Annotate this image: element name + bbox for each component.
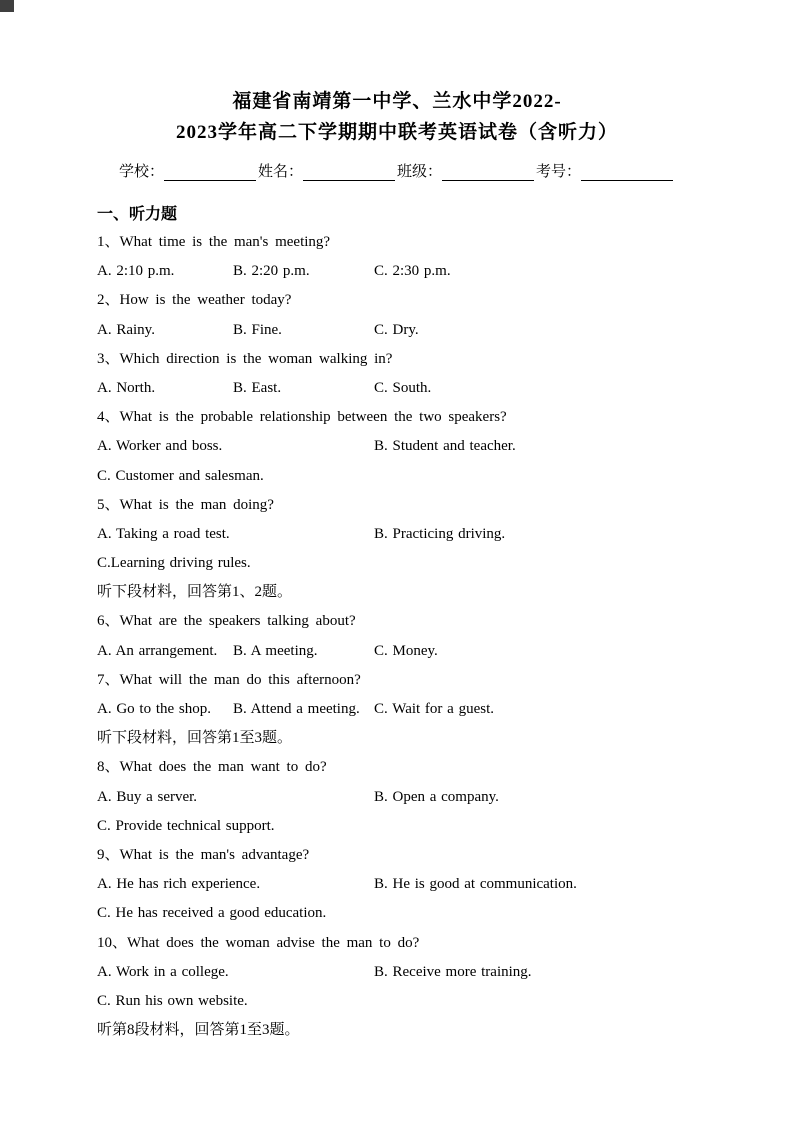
class-label: 班级： <box>397 164 443 180</box>
question-text: 5、What is the man doing? <box>97 496 274 513</box>
options-line <box>97 783 737 812</box>
option-text: A. Buy a server. <box>97 788 198 805</box>
option-text: C. Dry. <box>374 321 419 338</box>
options-line <box>97 316 737 345</box>
corner-mark <box>0 0 14 12</box>
option-text: A. Go to the shop. <box>97 701 211 717</box>
question-line <box>97 841 737 870</box>
option-text: A. Rainy. <box>97 321 155 338</box>
question-line <box>97 666 737 695</box>
question-line <box>97 607 737 636</box>
exam-title-line2: 2023学年高二下学期期中联考英语试卷（含听力） <box>175 122 618 143</box>
options-line <box>97 695 737 724</box>
class-blank <box>442 165 534 181</box>
option-text: B. Practicing driving. <box>374 525 506 542</box>
instruction-text: 听第8段材料，回答第1至3题。 <box>97 1022 300 1039</box>
option-text: A. Work in a college. <box>97 963 229 980</box>
question-text: 4、What is the probable relationship between the two speakers? <box>97 409 507 426</box>
question-text: 8、What does the man want to do? <box>97 759 327 776</box>
option-text: A. Worker and boss. <box>97 438 223 455</box>
option-text: C. South. <box>374 379 432 396</box>
question-line <box>97 286 737 315</box>
option-text: B. Student and teacher. <box>374 438 516 455</box>
option-text: A. Taking a road test. <box>97 525 230 542</box>
question-text: 1、What time is the man's meeting? <box>97 234 331 250</box>
instruction-line <box>97 1016 737 1045</box>
question-text: 3、Which direction is the woman walking in? <box>97 350 393 367</box>
exam-title <box>0 86 794 148</box>
exam-number-field <box>536 160 673 181</box>
options-line <box>97 899 737 928</box>
body-lines <box>97 228 737 1045</box>
name-field <box>258 160 395 181</box>
question-line <box>97 491 737 520</box>
name-blank <box>303 165 395 181</box>
exam-number-label: 考号： <box>536 164 582 180</box>
option-text: B. Receive more training. <box>374 963 532 980</box>
options-line <box>97 257 737 286</box>
instruction-line <box>97 578 737 607</box>
option-text: C.Learning driving rules. <box>97 555 251 572</box>
option-text: C. Money. <box>374 642 438 659</box>
options-line <box>97 870 737 899</box>
option-text: B. He is good at communication. <box>374 876 577 893</box>
options-line <box>97 520 737 549</box>
options-line <box>97 637 737 666</box>
question-line <box>97 345 737 374</box>
option-text: B. East. <box>233 379 282 396</box>
question-line <box>97 403 737 432</box>
option-text: A. 2:10 p.m. <box>97 263 175 280</box>
option-text: B. 2:20 p.m. <box>233 263 310 280</box>
instruction-text: 听下段材料，回答第1至3题。 <box>97 730 293 747</box>
option-text: C. Run his own website. <box>97 992 248 1009</box>
question-text: 7、What will the man do this afternoon? <box>97 671 361 688</box>
options-line <box>97 812 737 841</box>
option-text: B. Open a company. <box>374 788 499 805</box>
school-label: 学校： <box>118 164 164 180</box>
exam-title-line1: 福建省南靖第一中学、兰水中学2022- <box>232 91 562 112</box>
option-text: B. Fine. <box>233 321 282 338</box>
question-text: 10、What does the woman advise the man to do? <box>97 934 420 951</box>
class-field <box>397 160 534 181</box>
question-line <box>97 753 737 782</box>
instruction-line <box>97 724 737 753</box>
question-text: 2、How is the weather today? <box>97 292 292 309</box>
question-line <box>97 228 737 257</box>
question-text: 9、What is the man's advantage? <box>97 846 310 863</box>
options-line <box>97 549 737 578</box>
option-text: C. Wait for a guest. <box>374 701 494 717</box>
option-text: B. A meeting. <box>233 642 318 659</box>
instruction-text: 听下段材料，回答第1、2题。 <box>97 584 293 601</box>
name-label: 姓名： <box>257 164 303 180</box>
exam-number-blank <box>581 165 673 181</box>
option-text: B. Attend a meeting. <box>233 701 360 717</box>
question-line <box>97 929 737 958</box>
school-field <box>119 160 256 181</box>
options-line <box>97 987 737 1016</box>
section-heading: 一、听力题 <box>97 206 178 223</box>
options-line <box>97 374 737 403</box>
option-text: C. Customer and salesman. <box>97 467 264 484</box>
option-text: C. Provide technical support. <box>97 817 275 834</box>
option-text: A. An arrangement. <box>97 642 218 659</box>
option-text: C. He has received a good education. <box>97 905 327 922</box>
option-text: A. He has rich experience. <box>97 876 261 893</box>
option-text: C. 2:30 p.m. <box>374 263 451 280</box>
school-blank <box>164 165 256 181</box>
student-info-line <box>0 160 794 184</box>
options-line <box>97 958 737 987</box>
question-text: 6、What are the speakers talking about? <box>97 613 356 630</box>
options-line <box>97 462 737 491</box>
option-text: A. North. <box>97 379 156 396</box>
options-line <box>97 432 737 461</box>
